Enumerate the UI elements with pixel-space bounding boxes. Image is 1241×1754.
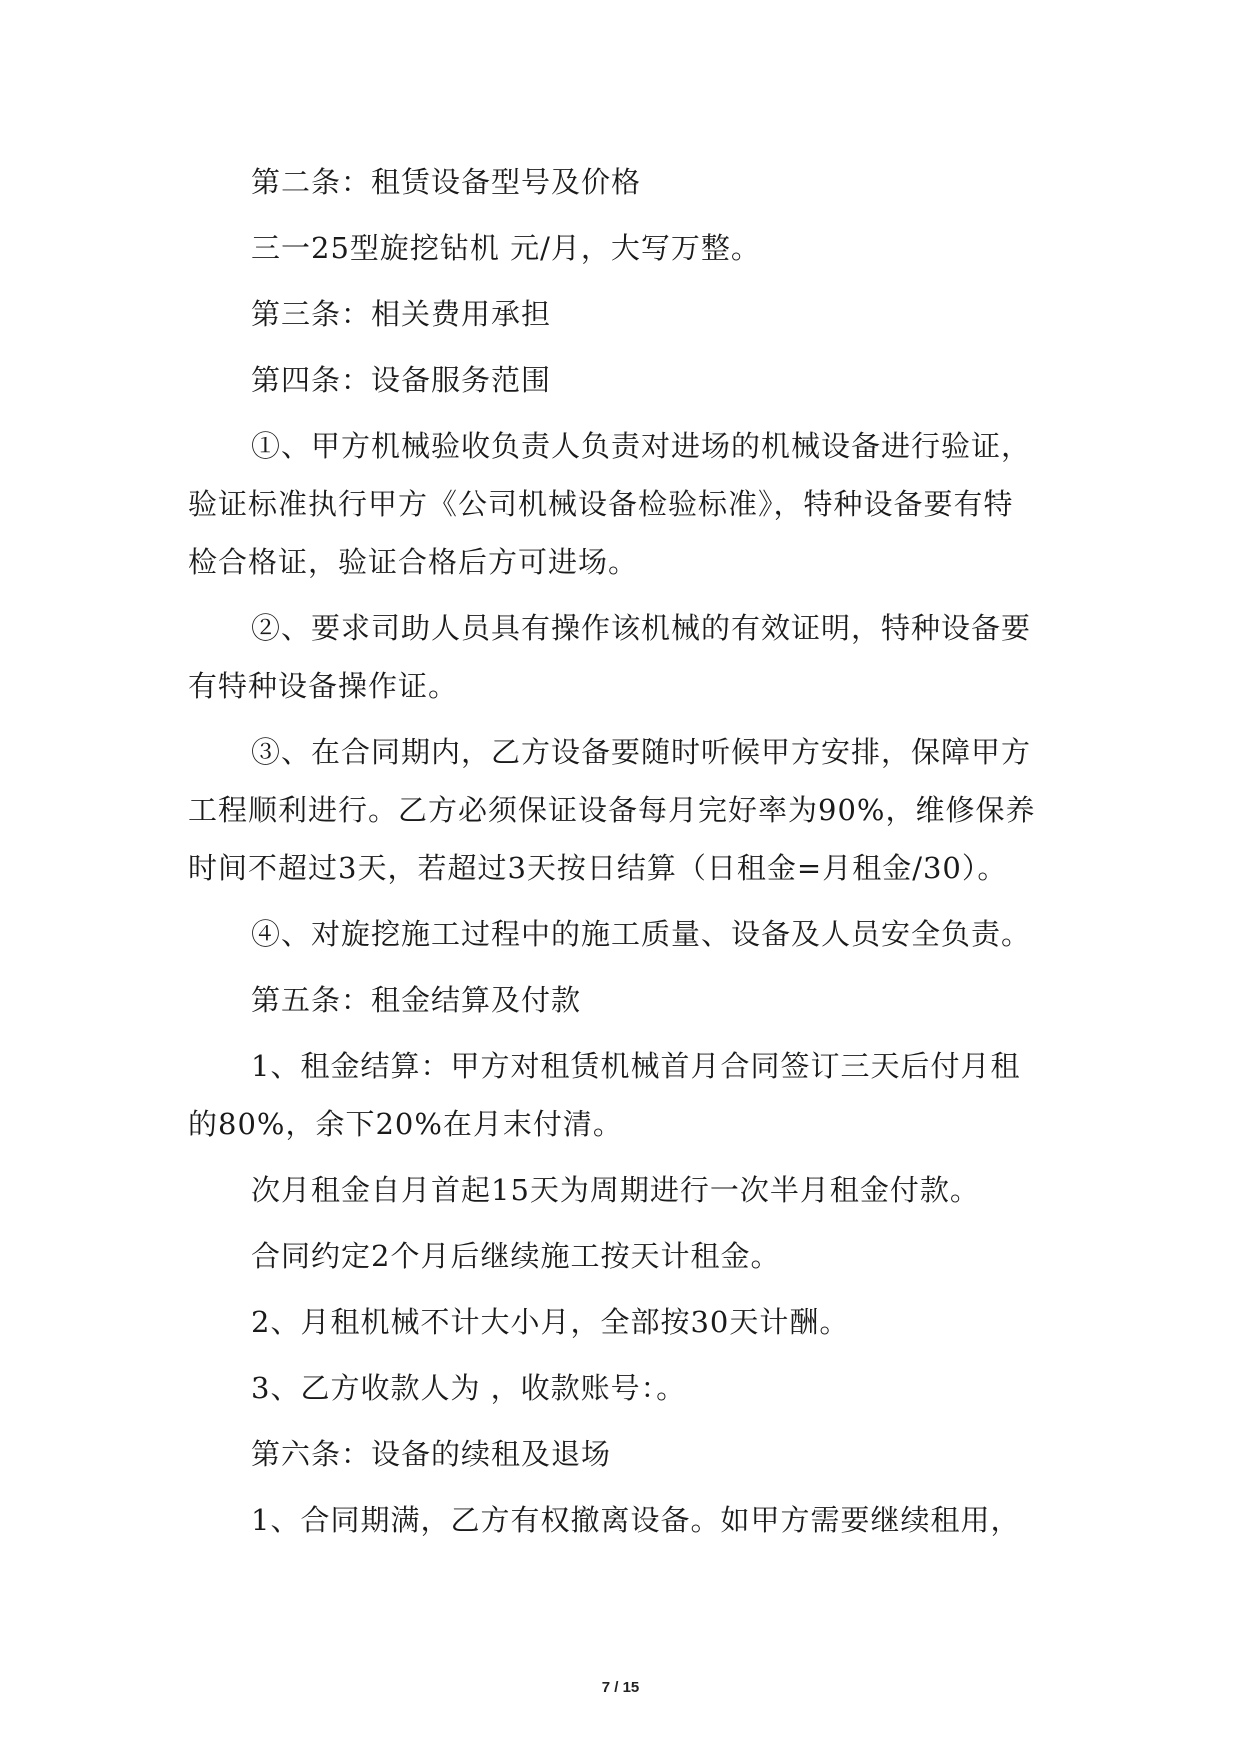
clause-3-line-2: 工程顺利进行。乙方必须保证设备每月完好率为90%，维修保养 [188,793,1036,827]
article-6-heading: 第六条：设备的续租及退场 [251,1437,612,1471]
clause-1-line-3: 检合格证，验证合格后方可进场。 [188,545,639,579]
equipment-price-line: 三一25型旋挖钻机 元/月，大写万整。 [251,231,761,265]
clause-4-line-1: ④、对旋挖施工过程中的施工质量、设备及人员安全负责。 [251,917,1032,951]
clause-1-line-2: 验证标准执行甲方《公司机械设备检验标准》，特种设备要有特 [188,487,1014,521]
payment-1-line-2: 的80%，余下20%在月末付清。 [188,1107,623,1141]
clause-2-line-2: 有特种设备操作证。 [188,669,459,703]
payment-3-line: 3、乙方收款人为 ，收款账号：。 [251,1371,687,1405]
clause-1-line-1: ①、甲方机械验收负责人负责对进场的机械设备进行验证， [251,429,1032,463]
document-body [188,160,1058,1542]
page-number: 7 / 15 [601,1679,640,1696]
clause-3-line-3: 时间不超过3天，若超过3天按日结算（日租金=月租金/30）。 [188,851,1008,885]
payment-2-line: 2、月租机械不计大小月，全部按30天计酬。 [251,1305,850,1339]
payment-1-line-1: 1、租金结算：甲方对租赁机械首月合同签订三天后付月租 [251,1049,1021,1083]
article-4-heading: 第四条：设备服务范围 [251,363,552,397]
article-2-heading: 第二条：租赁设备型号及价格 [251,165,642,199]
article-5-heading: 第五条：租金结算及付款 [251,983,582,1017]
payment-daily-line: 合同约定2个月后继续施工按天计租金。 [251,1239,781,1273]
article-3-heading: 第三条：相关费用承担 [251,297,552,331]
payment-next-month-line: 次月租金自月首起15天为周期进行一次半月租金付款。 [251,1173,980,1207]
clause-2-line-1: ②、要求司助人员具有操作该机械的有效证明，特种设备要 [251,611,1032,645]
clause-3-line-1: ③、在合同期内，乙方设备要随时听候甲方安排，保障甲方 [251,735,1032,769]
renewal-1-line-1: 1、合同期满，乙方有权撤离设备。如甲方需要继续租用， [251,1503,1021,1537]
